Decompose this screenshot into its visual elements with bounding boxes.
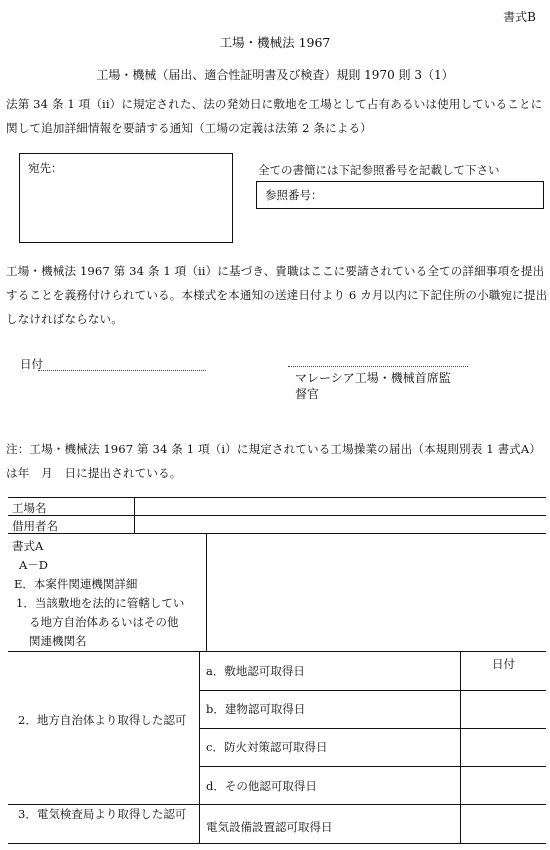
permit-row: c．防火対策認可取得日 (206, 740, 328, 754)
table-line (460, 651, 461, 843)
table-line (134, 497, 135, 533)
table-line (8, 515, 546, 516)
table-line (199, 651, 200, 843)
reference-label: 参照番号： (265, 188, 323, 202)
body-paragraph: 工場・機械法 1967 第 34 条 1 項（ii）に基づき、貴職はここに要請されている全ての詳細事項を提出することを義務付けられている。本様式を本通知の送達日付より 6 カ月以内に下記住所の小職宛に提出しなければならない。 (6, 264, 548, 326)
date-column-header: 日付 (492, 657, 515, 671)
address-box (19, 153, 233, 243)
signature-line (288, 366, 468, 367)
table-line (199, 690, 546, 691)
intro-paragraph: 法第 34 条 1 項（ii）に規定された、法の発効日に敷地を工場として占有あるいは使用していることに関して追加詳細情報を要請する通知（工場の定義は法第 2 条による） (6, 97, 543, 135)
reference-box (256, 181, 544, 209)
document-title: 工場・機械法 1967 (219, 35, 331, 50)
signature-rank: 督官 (295, 387, 320, 401)
document-subtitle: 工場・機械（届出、適合性証明書及び検査）規則 1970 則 3（1） (96, 68, 454, 82)
reference-instruction: 全ての書簡には下記参照番号を記載して下さい (258, 163, 500, 177)
date-line (38, 370, 206, 371)
section-e-label: E．本案件関連機関詳細 (14, 577, 138, 591)
form-range-label: A－D (19, 558, 49, 572)
item-3-label: 3．電気検査局より取得した認可 (18, 807, 187, 821)
note-paragraph: 注：工場・機械法 1967 第 34 条 1 項（i）に規定されている工場操業の届出（本規則別表 1 書式A）は年 月 日に提出されている。 (6, 442, 542, 480)
form-code: 書式B (503, 10, 536, 24)
table-line (206, 533, 207, 651)
table-line (8, 843, 546, 844)
signature-title: マレーシア工場・機械首席監 (295, 371, 451, 385)
table-line (199, 728, 546, 729)
table-line (8, 651, 546, 652)
table-line (8, 497, 546, 498)
address-label: 宛先： (28, 161, 63, 175)
permit-row: 電気設備設置認可取得日 (206, 820, 333, 834)
table-line (199, 766, 546, 767)
item-1-line-2: る地方自治体あるいはその他 (29, 615, 179, 629)
permit-row: a．敷地認可取得日 (206, 664, 305, 678)
factory-name-label: 工場名 (12, 501, 47, 515)
item-2-label: 2．地方自治体より取得した認可 (18, 713, 187, 727)
item-1-line-1: 1．当該敷地を法的に管轄してい (16, 596, 185, 610)
table-line (8, 533, 546, 534)
form-a-label: 書式A (12, 539, 44, 553)
table-line (8, 804, 546, 805)
permit-row: b．建物認可取得日 (206, 702, 306, 716)
lessee-name-label: 借用者名 (12, 519, 58, 533)
date-label: 日付 (20, 357, 43, 371)
permit-row: d．その他認可取得日 (206, 779, 317, 793)
item-1-line-3: 関連機関名 (29, 634, 87, 648)
